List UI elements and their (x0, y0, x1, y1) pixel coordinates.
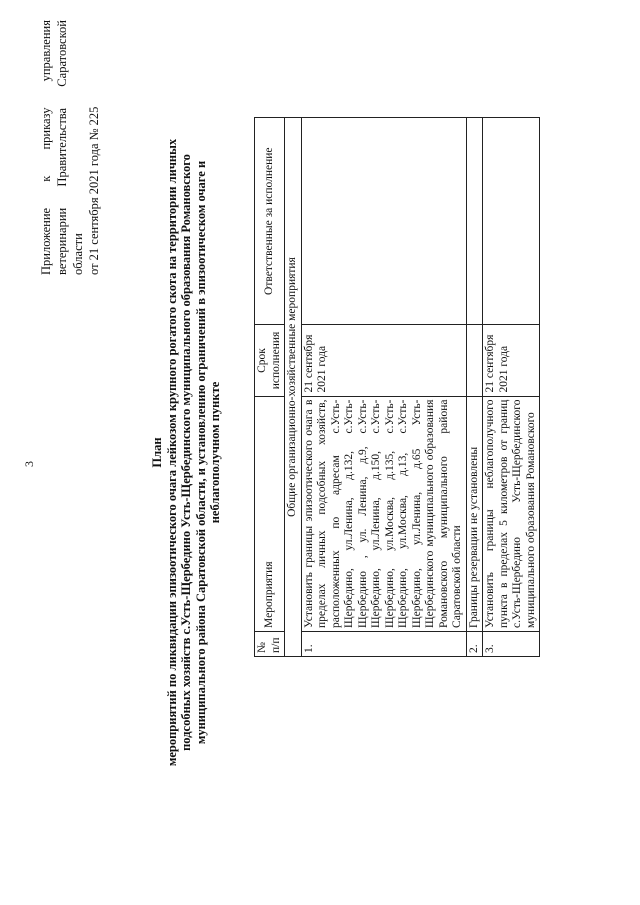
rotated-page (20, 20, 620, 885)
appendix-word: к (39, 175, 53, 182)
row-text: Установить границы эпизоотического очага в пределах личных подсобных хозяйств, расположенных по адресам с.Усть-Щербедино, ул.Ленина, д.132, с.Усть-Щербедино , ул. Ленина, д.9, с.Усть-Щербедино, ул.Ленина, д.150, с.Усть-Щербедино, ул.Москва, д.135, с.Усть-Щербедино, ул.Москва, д.13, с.Усть-Щербедино, ул.Ленина, д.65 Усть-Щербединского муниципального образования Романовского муниципального района Саратовской области (301, 396, 466, 631)
row-number: 3. (483, 631, 540, 656)
row-term: 21 сентября 2021 года (483, 325, 540, 396)
section-title: Общие организационно-хозяйственные мероприятия (285, 118, 302, 657)
appendix-word: Правительства (55, 107, 69, 187)
row-term (466, 325, 483, 396)
appendix-word: ветеринарии (55, 207, 69, 275)
row-text: Установить границы неблагополучного пункта в пределах 5 километров от границ с.Усть-Щербедино Усть-Щербединского муниципального образования Романовского (483, 396, 540, 631)
appendix-line-1 (38, 20, 54, 275)
header-measures: Мероприятия (255, 396, 285, 631)
appendix-word: управления (39, 20, 53, 82)
document-title (150, 30, 223, 875)
title-line: муниципального района Саратовской области, и установлению ограничений в эпизоотическом очаге и (193, 160, 208, 745)
title-line: подсобных хозяйств с.Усть-Щербедино Усть-Щербединского муниципального образования Романовского (179, 154, 193, 751)
appendix-line-4: от 21 сентября 2021 года № 225 (87, 106, 101, 275)
row-responsible (483, 118, 540, 325)
title-line: мероприятий по ликвидации эпизоотического очага лейкозом крупного рогатого скота на территории личных (164, 138, 179, 767)
header-term: Срок исполнения (255, 325, 285, 396)
appendix-word: Саратовской (55, 20, 69, 87)
table-row (483, 118, 540, 657)
row-text: Границы резервации не установлены (466, 396, 483, 631)
appendix-line-2 (54, 20, 70, 275)
page-number: 3 (22, 461, 36, 467)
table-header-row (255, 118, 285, 657)
table-row (301, 118, 466, 657)
header-number: № п/п (255, 631, 285, 656)
appendix-word: приказу (39, 107, 53, 150)
row-responsible (466, 118, 483, 325)
table-row (466, 118, 483, 657)
title-line: неблагополучном пункте (208, 381, 222, 524)
row-number: 1. (301, 631, 466, 656)
row-responsible (301, 118, 466, 325)
measures-table (254, 117, 540, 657)
section-row (285, 118, 302, 657)
row-number: 2. (466, 631, 483, 656)
appendix-word: Приложение (39, 207, 53, 275)
appendix-note (38, 20, 102, 275)
header-responsible: Ответственные за исполнение (255, 118, 285, 325)
title-heading: План (150, 437, 164, 468)
row-term: 21 сентября 2021 года (301, 325, 466, 396)
appendix-line-3: области (71, 233, 85, 275)
